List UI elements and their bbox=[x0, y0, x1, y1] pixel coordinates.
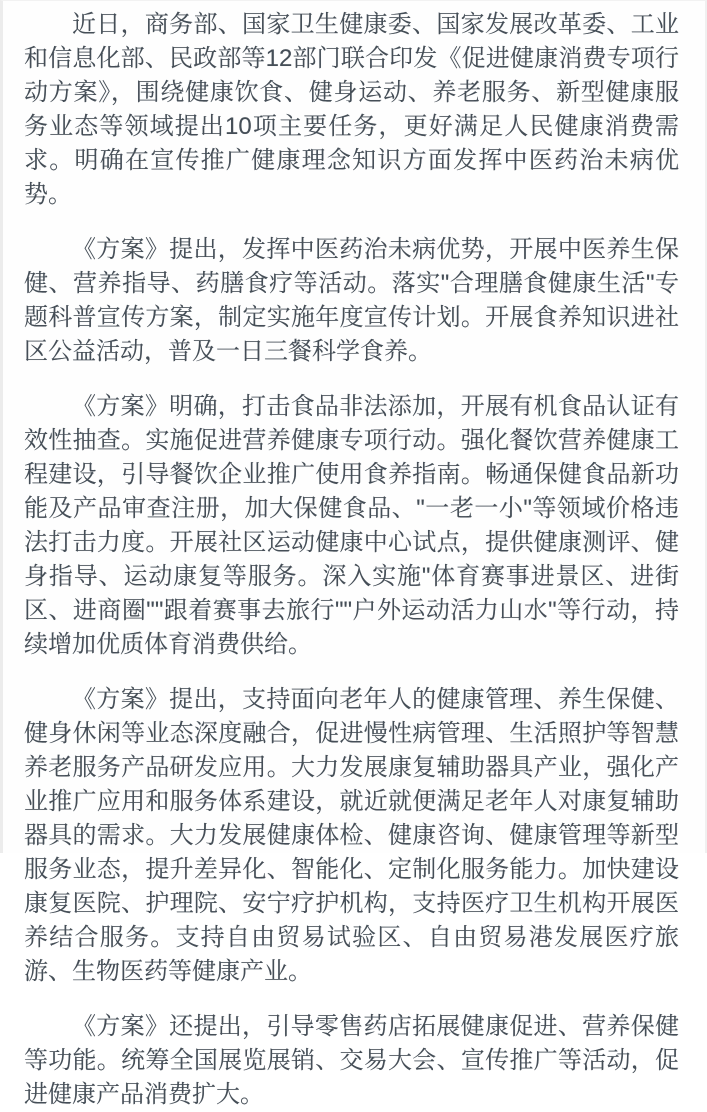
article-paragraph-intro: 近日，商务部、国家卫生健康委、国家发展改革委、工业和信息化部、民政部等12部门联合印发《促进健康消费专项行动方案》，围绕健康饮食、健身运动、养老服务、新型健康服务业态等领域提出10项主要任务，更好满足人民健康消费需求。明确在宣传推广健康理念知识方面发挥中医药治未病优势。 bbox=[24, 11, 679, 208]
article-paragraph-food-sport: 《方案》明确，打击食品非法添加，开展有机食品认证有效性抽查。实施促进营养健康专项行动。强化餐饮营养健康工程建设，引导餐饮企业推广使用食养指南。畅通保健食品新功能及产品审查注册，加大保健食品、"一老一小"等领域价格违法打击力度。开展社区运动健康中心试点，提供健康测评、健身指导、运动康复等服务。深入实施"体育赛事进景区、进街区、进商圈""跟着赛事去旅行""户外运动活力山水"等行动，持续增加优质体育消费供给。 bbox=[24, 393, 679, 658]
article-body bbox=[3, 1, 705, 1112]
article-paragraph-elderly-services: 《方案》提出，支持面向老年人的健康管理、养生保健、健身休闲等业态深度融合，促进慢性病管理、生活照护等智慧养老服务产品研发应用。大力发展康复辅助器具产业，强化产业推广应用和服务体系建设，就近就便满足老年人对康复辅助器具的需求。大力发展健康体检、健康咨询、健康管理等新型服务业态，提升差异化、智能化、定制化服务能力。加快建设康复医院、护理院、安宁疗护机构，支持医疗卫生机构开展医养结合服务。支持自由贸易试验区、自由贸易港发展医疗旅游、生物医药等健康产业。 bbox=[24, 686, 679, 985]
article-paragraph-tcm-nutrition: 《方案》提出，发挥中医药治未病优势，开展中医养生保健、营养指导、药膳食疗等活动。落实"合理膳食健康生活"专题科普宣传方案，制定实施年度宣传计划。开展食养知识进社区公益活动，普及一日三餐科学食养。 bbox=[24, 236, 679, 365]
article-paragraph-pharmacy-expo: 《方案》还提出，引导零售药店拓展健康促进、营养保健等功能。统筹全国展览展销、交易大会、宣传推广等活动，促进健康产品消费扩大。 bbox=[24, 1013, 679, 1108]
